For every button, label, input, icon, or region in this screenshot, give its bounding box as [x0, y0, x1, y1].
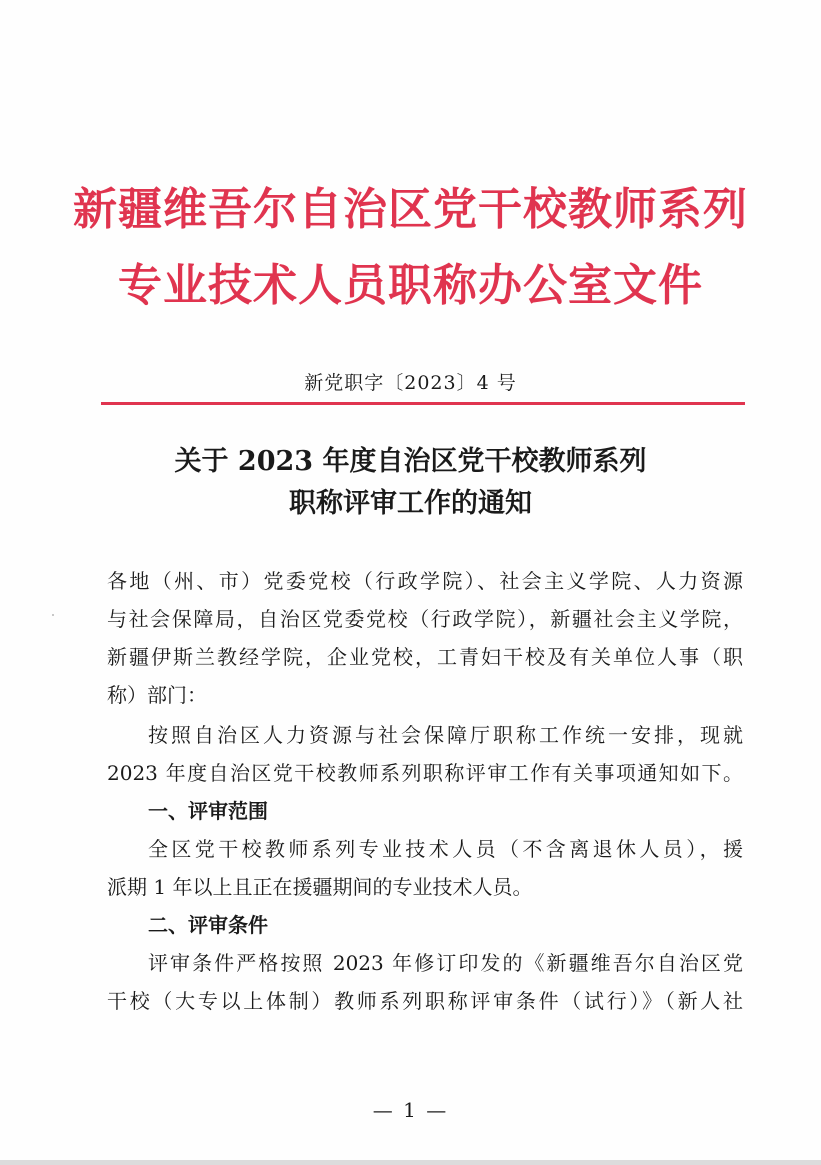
page-number: — 1 —: [372, 1098, 449, 1122]
recipients-line4: 称）部门：: [107, 683, 207, 707]
intro-line1: 按照自治区人力资源与社会保障厅职称工作统一安排，现就: [148, 723, 743, 747]
intro-line2: 2023 年度自治区党干校教师系列职称评审工作有关事项通知如下。: [107, 761, 743, 785]
header-title-line1: 新疆维吾尔自治区党干校教师系列: [73, 184, 748, 235]
document-number: 新党职字〔2023〕4 号: [304, 372, 517, 394]
header-title-line2: 专业技术人员职称办公室文件: [118, 260, 703, 311]
section1-line1: 全区党干校教师系列专业技术人员（不含离退休人员），援: [148, 837, 743, 861]
notice-title-line1: 关于 2023 年度自治区党干校教师系列: [174, 446, 647, 477]
recipients-line3: 新疆伊斯兰教经学院，企业党校，工青妇干校及有关单位人事（职: [107, 645, 743, 669]
section2-line2: 干校（大专以上体制）教师系列职称评审条件（试行）》（新人社: [107, 989, 743, 1013]
section1-line2: 派期 1 年以上且正在援疆期间的专业技术人员。: [107, 875, 533, 899]
red-divider-line: [101, 402, 745, 405]
section1-heading: 一、评审范围: [148, 799, 268, 823]
recipients-line2: 与社会保障局，自治区党委党校（行政学院），新疆社会主义学院，: [107, 607, 743, 631]
notice-title-line2: 职称评审工作的通知: [289, 488, 532, 519]
recipients-line1: 各地（州、市）党委党校（行政学院）、社会主义学院、人力资源: [107, 569, 743, 593]
section2-line1: 评审条件严格按照 2023 年修订印发的《新疆维吾尔自治区党: [148, 951, 743, 975]
page-bottom-edge: [0, 1160, 821, 1165]
scan-speck: [52, 614, 54, 616]
section2-heading: 二、评审条件: [148, 913, 268, 937]
